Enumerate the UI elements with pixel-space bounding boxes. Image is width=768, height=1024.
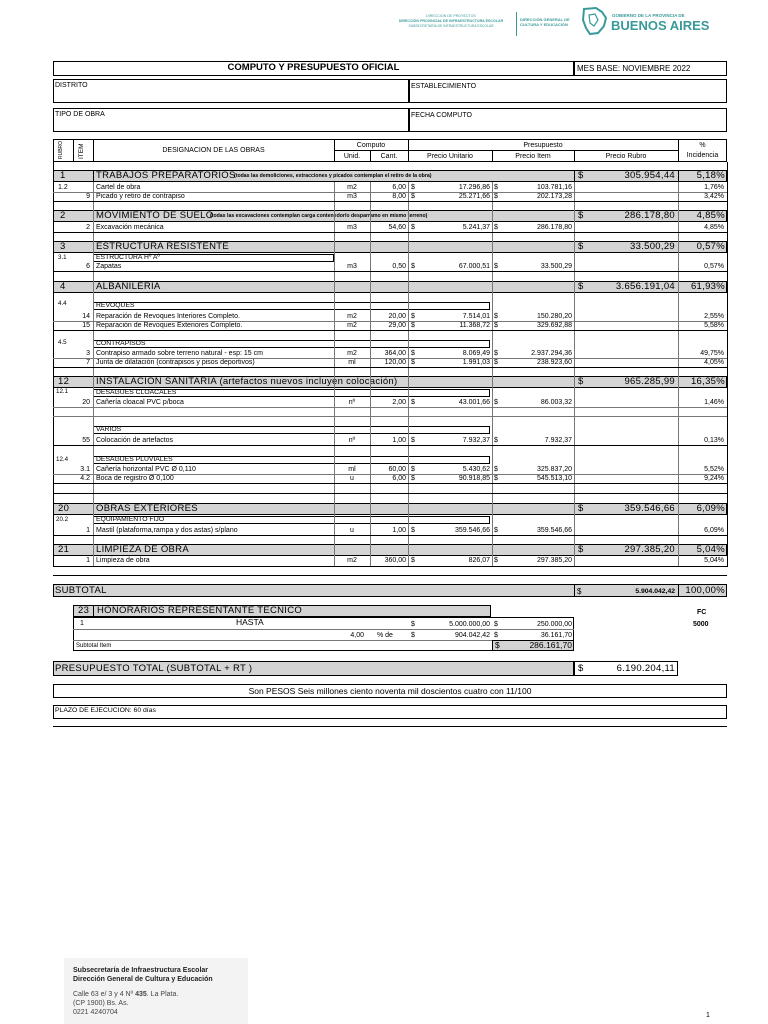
col-precio-unitario: Precio Unitario: [427, 153, 473, 160]
left-org-line2: DIRECCIÓN PROVINCIAL DE INFRAESTRUCTURA ESCOLAR: [398, 19, 504, 23]
subsection-number: 4.4: [58, 300, 67, 307]
table-row: [0, 436, 768, 445]
row-pu: 1.991,03: [462, 359, 490, 366]
row-item: 4.2: [80, 475, 90, 482]
gov-line: GOBIERNO DE LA PROVINCIA DE: [612, 13, 685, 18]
row-item: 3: [86, 350, 90, 357]
row-desc: Zapatas: [96, 263, 122, 270]
row-desc: Reparación de Revoques Interiores Completo.: [96, 313, 240, 320]
row-pct: 49,75%: [700, 350, 724, 357]
row-pi: 329.692,88: [536, 322, 572, 329]
section-number: 12: [58, 376, 70, 387]
section-currency: $: [578, 170, 584, 181]
total-label: PRESUPUESTO TOTAL (SUBTOTAL + RT ): [55, 663, 253, 674]
row-desc: Contrapiso armado sobre terreno natural - esp: 15 cm: [96, 350, 263, 357]
section-pct: 6,09%: [696, 503, 725, 514]
grid-hline: [53, 493, 727, 494]
table-row: [0, 465, 768, 474]
left-org-line3: SUBSECRETARÍA DE INFRAESTRUCTURA ESCOLAR: [408, 24, 494, 28]
row-pi: 286.178,80: [536, 224, 572, 231]
row-pct: 0,57%: [704, 263, 724, 270]
section-pct: 61,93%: [690, 281, 725, 292]
grid-hline: [53, 271, 727, 272]
row-pi-currency: $: [494, 557, 498, 564]
grid-hline: [53, 416, 727, 417]
pct-label: % de: [377, 632, 393, 639]
grid-hline: [53, 201, 727, 202]
hasta-result-currency: $: [494, 621, 498, 628]
row-cant: 360,00: [384, 557, 406, 564]
row-pi-currency: $: [494, 475, 498, 482]
fecha-computo-label: FECHA COMPUTO: [411, 112, 472, 119]
section-div: [574, 170, 575, 182]
row-item: 55: [82, 437, 90, 444]
base-result-currency: $: [494, 632, 498, 639]
row-pct: 3,42%: [704, 193, 724, 200]
row-pi: 297.385,20: [536, 557, 572, 564]
row-pu-currency: $: [411, 184, 415, 191]
row-desc: Mastil (plataforma,rampa y dos astas) s/plano: [96, 527, 238, 534]
col-unid: Unid.: [343, 153, 361, 160]
col-div-rubro: [73, 139, 74, 162]
grid-vline: [408, 182, 409, 567]
row-item: 1: [86, 527, 90, 534]
row-pct: 5,58%: [704, 322, 724, 329]
subsection-title: ESTRUCTURA Hº Aº: [96, 254, 160, 261]
mes-base: MES BASE: NOVIEMBRE 2022: [577, 64, 691, 73]
section-total: 305.954,44: [624, 170, 675, 181]
honorarios-div: [93, 605, 94, 617]
row-pi: 86.003,32: [540, 399, 572, 406]
row-cant: 6,00: [392, 475, 406, 482]
row-item: 1: [86, 557, 90, 564]
subsection-title: VARIOS: [96, 426, 122, 433]
subtotal-currency: $: [577, 587, 582, 596]
table-row: [0, 192, 768, 201]
row-pi-currency: $: [494, 350, 498, 357]
row-unid: m2: [347, 184, 357, 191]
row-pu-currency: $: [411, 437, 415, 444]
grid-hline: [53, 407, 727, 408]
subsection-title: REVOQUES: [96, 302, 135, 309]
grid-vline: [334, 182, 335, 567]
row-pi-currency: $: [494, 313, 498, 320]
row-pu: 826,07: [468, 557, 490, 564]
section-currency: $: [578, 210, 584, 221]
left-org-block: [395, 14, 507, 36]
row-pu: 5.430,62: [462, 466, 490, 473]
page-title: COMPUTO Y PRESUPUESTO OFICIAL: [227, 62, 400, 73]
footer-line1: Subsecretaría de Infraestructura Escolar: [73, 967, 209, 974]
row-pct: 4,05%: [704, 359, 724, 366]
row-desc: Cañería horizontal PVC Ø 0,110: [96, 466, 196, 473]
row-desc: Reparación de Revoques Exteriores Completo.: [96, 322, 243, 329]
total-value: 6.190.204,11: [616, 663, 675, 674]
row-cant: 6,00: [392, 184, 406, 191]
row-pu-currency: $: [411, 475, 415, 482]
honorarios-number: 23: [78, 605, 90, 616]
row-item: 7: [86, 359, 90, 366]
row-pi-currency: $: [494, 466, 498, 473]
col-designacion: DESIGNACION DE LAS OBRAS: [162, 147, 265, 154]
honorarios-hline: [73, 629, 574, 630]
subsection-frame: [93, 340, 490, 348]
row-unid: m3: [347, 224, 357, 231]
section-currency: $: [578, 376, 584, 387]
section-title: ESTRUCTURA RESISTENTE: [96, 241, 229, 252]
row-pu-currency: $: [411, 313, 415, 320]
section-pct: 4,85%: [696, 210, 725, 221]
establecimiento-label: ESTABLECIMIENTO: [411, 83, 477, 90]
row-pu-currency: $: [411, 224, 415, 231]
hasta-result: 250.000,00: [536, 621, 572, 628]
base-value: 904.042,42: [454, 632, 490, 639]
col-incidencia: Incidencia: [686, 152, 719, 159]
col-precio-rubro: Precio Rubro: [605, 153, 647, 160]
section-title: INSTALACION SANITARIA (artefactos nuevos incluyen colocación): [96, 376, 398, 387]
col-item: ITEM: [78, 143, 85, 159]
subsection-title: CONTRAPISOS: [96, 340, 146, 347]
grid-hline: [53, 535, 727, 536]
table-row: [0, 526, 768, 535]
grid-vline: [678, 182, 679, 567]
row-pu: 359.546,66: [454, 527, 490, 534]
base-result: 36.161,70: [540, 632, 572, 639]
row-desc: Cañería cloacal PVC p/boca: [96, 399, 184, 406]
row-unid: m2: [347, 557, 357, 564]
section-note: (todas las excavaciones contemplan carga contenedor/o desparramo en mismo terreno): [210, 213, 428, 219]
row-pu-currency: $: [411, 466, 415, 473]
row-unid: m3: [347, 263, 357, 270]
row-pu: 43.001,66: [458, 399, 490, 406]
mid-org-block: [520, 17, 580, 31]
grid-vline: [53, 162, 54, 567]
table-row: [0, 358, 768, 367]
grid-vline: [574, 182, 575, 567]
grid-hline: [53, 358, 727, 359]
subtotal-value: 5.904.042,42: [635, 588, 675, 595]
row-pi: 202.173,28: [536, 193, 572, 200]
footer-address: Calle 63 e/ 3 y 4 Nº: [73, 991, 136, 998]
row-pi: 33.500,29: [540, 263, 572, 270]
section-title: OBRAS EXTERIORES: [96, 503, 198, 514]
left-org-line1: DIRECCION DE PROYECTOS: [426, 14, 476, 18]
section-total: 286.178,80: [624, 210, 675, 221]
section-total: 297.385,20: [624, 544, 675, 555]
col-cant: Cant.: [380, 153, 398, 160]
row-unid: m2: [347, 322, 357, 329]
grid-hline: [53, 445, 727, 446]
subsection-title: DESAGUES PLUVIALES: [96, 456, 173, 463]
total-currency: $: [578, 663, 584, 674]
footer-line3: [73, 990, 178, 999]
row-pi-currency: $: [494, 184, 498, 191]
section-currency: $: [578, 503, 584, 514]
row-pu: 25.271,66: [458, 193, 490, 200]
row-pct: 4,85%: [704, 224, 724, 231]
row-unid: ml: [348, 466, 356, 473]
row-pct: 2,55%: [704, 313, 724, 320]
grid-vline: [727, 162, 728, 567]
section-number: 3: [60, 241, 66, 252]
row-unid: nº: [348, 399, 356, 406]
tipo-obra-field: [53, 108, 409, 132]
row-pu: 8.069,49: [462, 350, 490, 357]
row-cant: 1,00: [392, 437, 406, 444]
subsection-number: 12.1: [56, 388, 69, 395]
row-pi: 150.280,20: [536, 313, 572, 320]
subtotal-item-label: Subtotal Item: [76, 643, 112, 649]
row-item: 15: [82, 322, 90, 329]
table-row: [0, 312, 768, 321]
row-pu-currency: $: [411, 399, 415, 406]
row-pi: 325.837,20: [536, 466, 572, 473]
province-map-icon: [580, 6, 608, 36]
table-row: [0, 321, 768, 330]
footer-line2: Dirección General de Cultura y Educación: [73, 976, 213, 983]
row-pu: 7.514,01: [462, 313, 490, 320]
row-pu-currency: $: [411, 322, 415, 329]
section-total: 359.546,66: [624, 503, 675, 514]
row-pu: 5.241,37: [462, 224, 490, 231]
page-number: 1: [706, 1012, 710, 1019]
honorarios-row-num: 1: [80, 620, 84, 627]
row-item: 6: [86, 263, 90, 270]
section-div: [93, 170, 94, 182]
col-computo: Computo: [356, 142, 386, 149]
footer-line5: 0221 4240704: [73, 1009, 118, 1016]
row-pi: 103.781,16: [536, 184, 572, 191]
section-pct: 5,18%: [696, 170, 725, 181]
row-pu: 67.000,51: [458, 263, 490, 270]
pct-value: 4,00: [350, 632, 364, 639]
section-currency: $: [578, 544, 584, 555]
subsection-title: DESAGUES CLOACALES: [96, 389, 177, 396]
row-pi-currency: $: [494, 359, 498, 366]
table-row: [0, 474, 768, 483]
section-total: 3.656.191,04: [615, 281, 675, 292]
row-pi-currency: $: [494, 322, 498, 329]
row-desc: Junta de dilatación (contrapisos y pisos deportivos): [96, 359, 255, 366]
grid-hline: [53, 474, 727, 475]
section-title: ALBAÑILERIA: [96, 281, 161, 292]
subsection-title: EQUIPAMIENTO FIJO: [96, 516, 165, 523]
grid-hline: [53, 192, 727, 193]
row-rubro: 1.2: [58, 184, 68, 191]
row-pi: 238.923,60: [536, 359, 572, 366]
row-pct: 6,09%: [704, 527, 724, 534]
subtotal-label: SUBTOTAL: [55, 585, 107, 596]
section-number: 20: [58, 503, 70, 514]
row-pi-currency: $: [494, 193, 498, 200]
tipo-obra-label: TIPO DE OBRA: [55, 111, 105, 118]
row-unid: u: [350, 475, 354, 482]
hasta-currency: $: [411, 621, 415, 628]
row-pct: 1,46%: [704, 399, 724, 406]
row-pct: 1,76%: [704, 184, 724, 191]
subsection-number: 4.5: [58, 339, 67, 346]
row-pu-currency: $: [411, 557, 415, 564]
row-unid: nº: [348, 437, 356, 444]
section-title: LIMPIEZA DE OBRA: [96, 544, 189, 555]
row-cant: 120,00: [384, 359, 406, 366]
row-desc: Picado y retiro de contrapiso: [96, 193, 185, 200]
mid-org-line2: CULTURA Y EDUCACIÓN: [520, 22, 568, 27]
row-cant: 1,00: [392, 527, 406, 534]
section-title: MOVIMIENTO DE SUELO: [96, 210, 214, 221]
row-pu-currency: $: [411, 263, 415, 270]
section-number: 4: [60, 281, 66, 292]
grid-hline: [53, 367, 727, 368]
row-pu: 90.918,85: [458, 475, 490, 482]
row-pi-currency: $: [494, 263, 498, 270]
row-desc: Boca de registro Ø 0,100: [96, 475, 174, 482]
section-number: 21: [58, 544, 70, 555]
row-unid: ml: [348, 359, 356, 366]
subsection-frame: [93, 302, 490, 310]
row-pi-currency: $: [494, 399, 498, 406]
header-divider: [516, 12, 517, 36]
subtotal-div: [574, 584, 575, 597]
row-item: 9: [86, 193, 90, 200]
section-currency: $: [578, 281, 584, 292]
section-total: 965.285,99: [624, 376, 675, 387]
row-unid: m2: [347, 350, 357, 357]
table-row: [0, 223, 768, 232]
section-title: TRABAJOS PREPARATORIOS: [96, 170, 236, 181]
fc-label: FC: [697, 609, 707, 616]
col-precio-item: Precio Item: [515, 153, 551, 160]
subsection-number: 12.4: [56, 456, 69, 463]
row-pu: 7.932,37: [462, 437, 490, 444]
hasta-value: 5.000.000,00: [449, 621, 490, 628]
fc-value: 5000: [693, 621, 709, 628]
col-pct: %: [699, 142, 706, 149]
row-cant: 29,00: [388, 322, 406, 329]
row-cant: 2,00: [392, 399, 406, 406]
col-presupuesto: Presupuesto: [523, 142, 563, 149]
footer-address-number: 435: [135, 991, 147, 998]
table-row: [0, 556, 768, 565]
row-cant: 0,50: [392, 263, 406, 270]
grid-vline: [93, 182, 94, 567]
section-number: 2: [60, 210, 66, 221]
gov-name: BUENOS AIRES: [611, 18, 710, 33]
subtotal-pct: 100,00%: [685, 585, 725, 596]
grid-hline: [53, 330, 727, 331]
son-pesos: Son PESOS Seis millones ciento noventa mil doscientos cuatro con 11/100: [248, 686, 532, 696]
distrito-label: DISTRITO: [55, 82, 88, 89]
row-cant: 60,00: [388, 466, 406, 473]
table-row: [0, 398, 768, 407]
row-pi-currency: $: [494, 224, 498, 231]
subtotal-item-currency: $: [495, 640, 500, 650]
row-pct: 0,13%: [704, 437, 724, 444]
bottom-rule: [53, 726, 727, 727]
row-cant: 364,00: [384, 350, 406, 357]
row-desc: Limpieza de obra: [96, 557, 150, 564]
subsection-number: 20.2: [56, 516, 69, 523]
grid-hline: [53, 321, 727, 322]
row-pi-currency: $: [494, 527, 498, 534]
row-item: 20: [82, 399, 90, 406]
row-pu-currency: $: [411, 359, 415, 366]
row-pi: 7.932,37: [544, 437, 572, 444]
section-total: 33.500,29: [630, 241, 675, 252]
section-pct: 16,35%: [690, 376, 725, 387]
row-item: 14: [82, 313, 90, 320]
row-pi: 359.546,66: [536, 527, 572, 534]
row-pi: 2.937.294,36: [531, 350, 572, 357]
table-row: [0, 262, 768, 271]
row-pu-currency: $: [411, 527, 415, 534]
section-note: (todas las demoliciones, extracciones y picados contemplan el retiro de la obra): [234, 173, 432, 179]
section-pct: 5,04%: [696, 544, 725, 555]
row-unid: m2: [347, 313, 357, 320]
footer-line4: (CP 1900) Bs. As.: [73, 1000, 129, 1007]
row-pct: 5,04%: [704, 557, 724, 564]
row-pi-currency: $: [494, 437, 498, 444]
row-pi: 545.513,10: [536, 475, 572, 482]
row-pu-currency: $: [411, 193, 415, 200]
row-unid: u: [350, 527, 354, 534]
grid-vline: [370, 182, 371, 567]
table-row: [0, 349, 768, 358]
col-rubro: RUBRO: [58, 140, 64, 159]
row-pu: 17.296,86: [458, 184, 490, 191]
col-sub-line: [334, 150, 678, 151]
distrito-field: [53, 79, 409, 103]
row-item: 2: [86, 224, 90, 231]
row-desc: Excavación mecánica: [96, 224, 164, 231]
subsection-number: 3.1: [58, 254, 67, 261]
section-pct: 0,57%: [696, 241, 725, 252]
base-currency: $: [411, 632, 415, 639]
row-pct: 5,52%: [704, 466, 724, 473]
grid-hline: [53, 232, 727, 233]
subtotal-item-value: 286.161,70: [529, 640, 572, 650]
row-cant: 54,60: [388, 224, 406, 231]
table-row: [0, 183, 768, 192]
footer-address-city: . La Plata.: [146, 991, 179, 998]
row-desc: Cartel de obra: [96, 184, 141, 191]
row-cant: 20,00: [388, 313, 406, 320]
row-desc: Colocación de artefactos: [96, 437, 174, 444]
subsection-frame: [93, 426, 490, 434]
plazo: PLAZO DE EJECUCION: 60 días: [55, 707, 156, 714]
section-number: 1: [60, 170, 66, 181]
row-pu: 11.368,72: [459, 322, 490, 329]
grid-hline: [53, 483, 727, 484]
honorarios-title: HONORARIOS REPRESENTANTE TECNICO: [97, 605, 303, 616]
grid-hline: [53, 566, 727, 567]
row-item: 3.1: [80, 466, 90, 473]
row-pct: 9,24%: [704, 475, 724, 482]
row-cant: 8,00: [392, 193, 406, 200]
row-unid: m3: [347, 193, 357, 200]
grid-vline: [492, 182, 493, 567]
section-currency: $: [578, 241, 584, 252]
mid-org-line1: DIRECCIÓN GENERAL DE: [520, 17, 570, 22]
hasta-label: HASTA: [236, 617, 264, 627]
row-pu-currency: $: [411, 350, 415, 357]
grid-hline: [53, 575, 727, 576]
